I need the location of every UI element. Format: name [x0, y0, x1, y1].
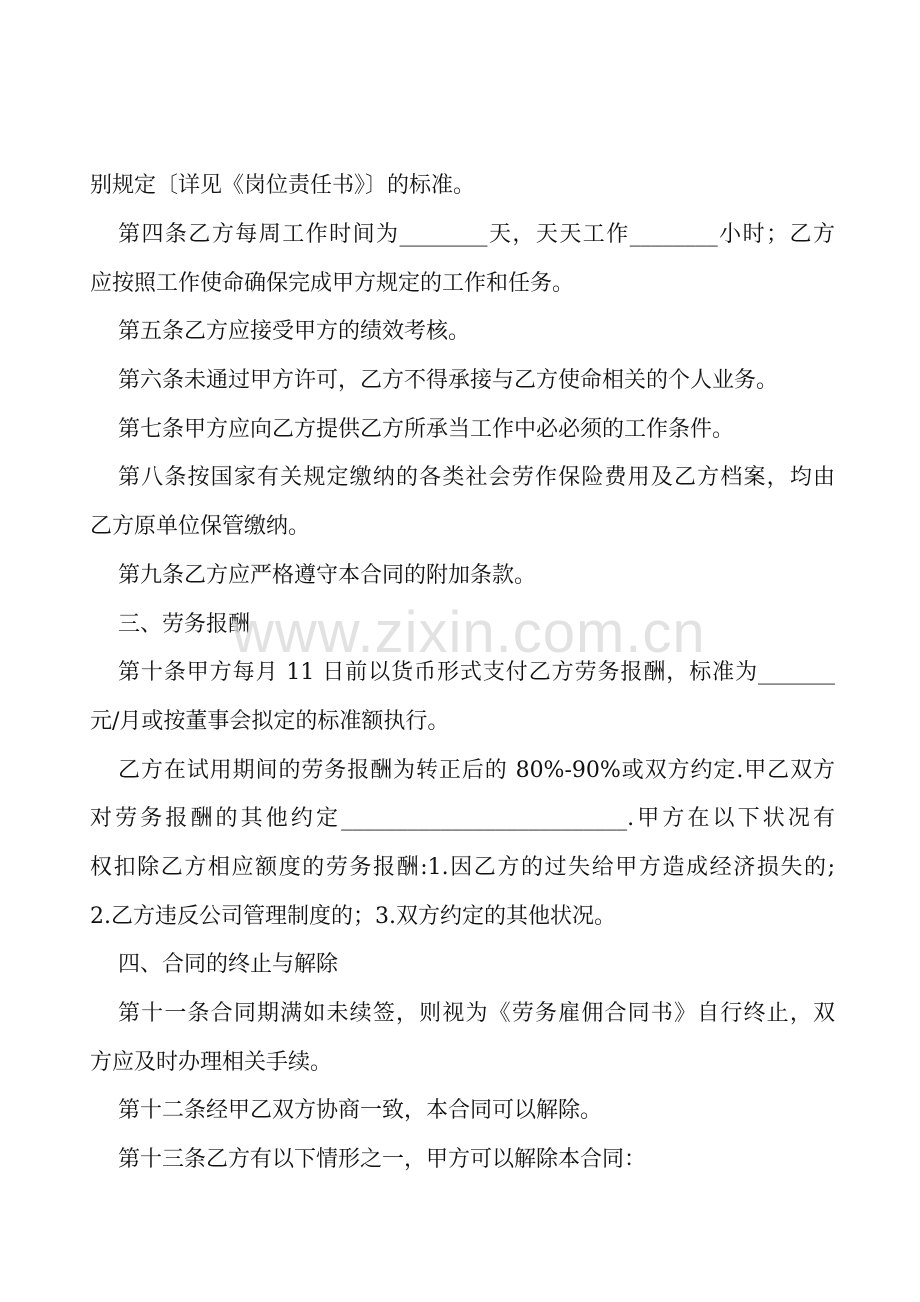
text-line: 元/月或按董事会拟定的标准额执行。: [90, 709, 450, 734]
text-line: 方应及时办理相关手续。: [90, 1050, 333, 1075]
section-heading: 三、劳务报酬: [118, 612, 251, 637]
text-line: 第八条按国家有关规定缴纳的各类社会劳作保险费用及乙方档案，均由: [118, 465, 835, 490]
text-line: 第六条未通过甲方许可，乙方不得承接与乙方使命相关的个人业务。: [118, 368, 779, 393]
text-line: 对劳务报酬的其他约定__________________________.甲方在以下状况有: [90, 806, 835, 831]
text-line: 第十条甲方每月 11 日前以货币形式支付乙方劳务报酬，标准为_______: [118, 660, 835, 685]
text-line: 乙方在试用期间的劳务报酬为转正后的 80%-90%或双方约定.甲乙双方: [118, 758, 836, 783]
watermark: www.zixin.com.cn: [232, 600, 706, 665]
text-line: 第十一条合同期满如未续签，则视为《劳务雇佣合同书》自行终止，双: [118, 1001, 835, 1026]
text-line: 权扣除乙方相应额度的劳务报酬:1.因乙方的过失给甲方造成经济损失的;: [90, 855, 835, 880]
text-line: 第七条甲方应向乙方提供乙方所承当工作中必必须的工作条件。: [118, 417, 735, 442]
text-line: 2.乙方违反公司管理制度的；3.双方约定的其他状况。: [90, 904, 616, 929]
text-line: 第十三条乙方有以下情形之一，甲方可以解除本合同：: [118, 1147, 647, 1172]
text-line: 第九条乙方应严格遵守本合同的附加条款。: [118, 563, 537, 588]
text-line: 第五条乙方应接受甲方的绩效考核。: [118, 319, 471, 344]
text-line: 应按照工作使命确保完成甲方规定的工作和任务。: [90, 271, 575, 296]
text-line: 别规定〔详见《岗位责任书》〕的标准。: [90, 173, 476, 198]
section-heading: 四、合同的终止与解除: [118, 952, 339, 977]
text-line: 乙方原单位保管缴纳。: [90, 514, 311, 539]
text-line: 第十二条经甲乙双方协商一致，本合同可以解除。: [118, 1098, 603, 1123]
text-line: 第四条乙方每周工作时间为________天，天天工作________小时；乙方: [118, 222, 835, 247]
